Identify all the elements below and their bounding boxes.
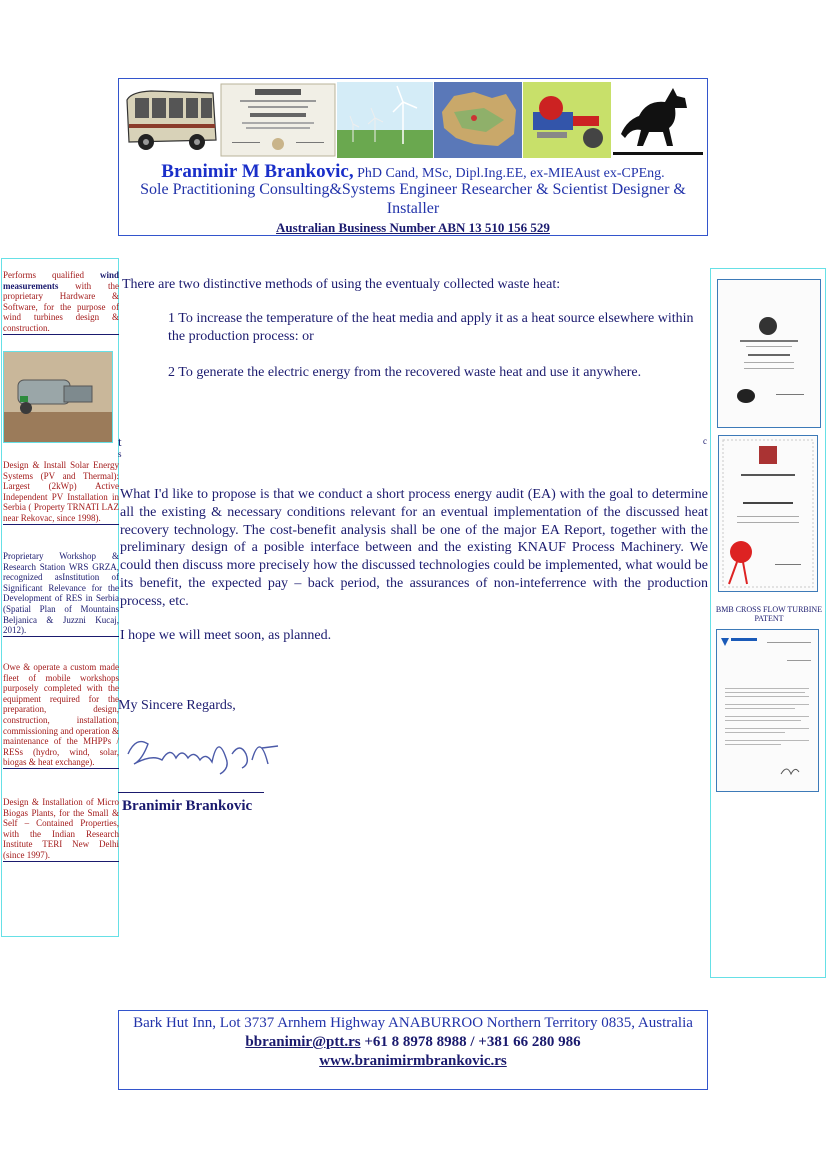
diploma-image (220, 82, 336, 158)
turbine-machinery-image (523, 82, 611, 158)
sidebar-block-workshop (3, 551, 119, 637)
handwritten-signature (122, 724, 302, 780)
institution-certificate (717, 279, 821, 428)
method-item-2: 2 To generate the electric energy from the recovered waste heat and use it anywhere. (168, 365, 642, 380)
reference-letter (716, 629, 819, 792)
block5-text: Design & Installation of Micro Biogas Plants, for the Small & Self – Contained Properties, with the Indian Research Institute TERI New Delhi (since 1997). (3, 797, 119, 860)
header-credentials: PhD Cand, MSc, Dipl.Ing.EE, ex-MIEAust ex-CPEng. (357, 166, 665, 181)
proposal-paragraph: What I'd like to propose is that we conduct a short process energy audit (EA) with the goal to determine all the existing & necessary conditions relevant for an eventual implementation of the discussed heat recovery technology. The cost-benefit analysis shall be one of the major EA Report, together with the preliminary design of a posible interface between and the existing KNAUF Process Machinery. We could then discuss more precisely how the discussed technologies could be implemented, what would be its benefit, the expected pay – back period, the assurances of non-inteferrence with the production process, etc. (120, 487, 708, 609)
letterhead (118, 78, 708, 236)
sidebar-block-fleet (3, 662, 119, 769)
block1-post: with the proprietary Hardware & Software, for the purpose of wind turbines design & construction. (3, 280, 120, 333)
stray-letter-left-2: s (118, 449, 122, 459)
intro-text: There are two distinctive methods of using the eventualy collected waste heat: (122, 277, 561, 292)
patent-certificate (718, 435, 818, 592)
block1-pre: Performs qualified (3, 270, 84, 280)
sidebar-block-biogas (3, 797, 119, 862)
website-link[interactable]: www.branimirmbrankovic.rs (319, 1053, 507, 1069)
header-subtitle: Sole Practitioning Consulting&Systems Engineer Researcher & Scientist Designer & Installer (140, 181, 686, 217)
block1-bold2: measurements (3, 280, 59, 291)
stray-letter-right: c (703, 436, 707, 446)
footer-phones: +61 8 8978 8988 / +381 66 280 986 (364, 1034, 581, 1050)
footer-contacts-line (119, 1033, 707, 1052)
block3-text: Proprietary Workshop & Research Station WRS GRZA, recognized asInstitution of Significant Relevance for the Development of RES in Serbia (Spatial Plan of Mountains Beljanica & Juzzni Kucaj, 2012). (3, 551, 119, 636)
wind-turbines-image (337, 82, 433, 158)
hope-line: I hope we will meet soon, as planned. (120, 628, 332, 643)
block4-text: Owe & operate a custom made fleet of mobile workshops purposely completed with the equipment required for the preparation, design, construction, installation, commissioning and operation & maintenance of the MHPPs / RESs (hydro, wind, solar, biogas & heat exchange). (3, 662, 119, 768)
stray-letter-left: t (118, 434, 122, 449)
method-item-1: 1 To increase the temperature of the heat media and apply it as a heat source elsewhere within the production process: or (168, 311, 694, 344)
bus-image (121, 82, 219, 158)
signature-line (118, 792, 264, 793)
sidebar-block-wind (3, 270, 119, 335)
header-abn: Australian Business Number ABN 13 510 156 529 (276, 220, 550, 235)
workshop-photo (3, 351, 113, 443)
footer-contact (118, 1010, 708, 1090)
patent-caption: BMB CROSS FLOW TURBINE PATENT (715, 605, 823, 623)
block2-text: Design & Install Solar Energy Systems (PV and Thermal): Largest (2kWp) Active Independent PV Installation in Serbia ( Property TRNATI LAZ near Rekovac, since 1998). (3, 460, 119, 523)
left-sidebar (1, 258, 119, 937)
australia-map-image (434, 82, 522, 158)
sidebar-block-solar (3, 460, 119, 525)
block1-bold1: wind (99, 270, 119, 280)
footer-address: Bark Hut Inn, Lot 3737 Arnhem Highway ANABURROO Northern Territory 0835, Australia (133, 1015, 693, 1031)
right-sidebar (710, 268, 826, 978)
horse-logo-image (613, 82, 703, 158)
header-name: Branimir M Brankovic, (161, 161, 354, 182)
signature-name: Branimir Brankovic (122, 798, 253, 814)
footer-website-line (119, 1052, 707, 1071)
email-link[interactable]: bbranimir@ptt.rs (245, 1034, 361, 1050)
regards-line: My Sincere Regards, (118, 698, 236, 713)
